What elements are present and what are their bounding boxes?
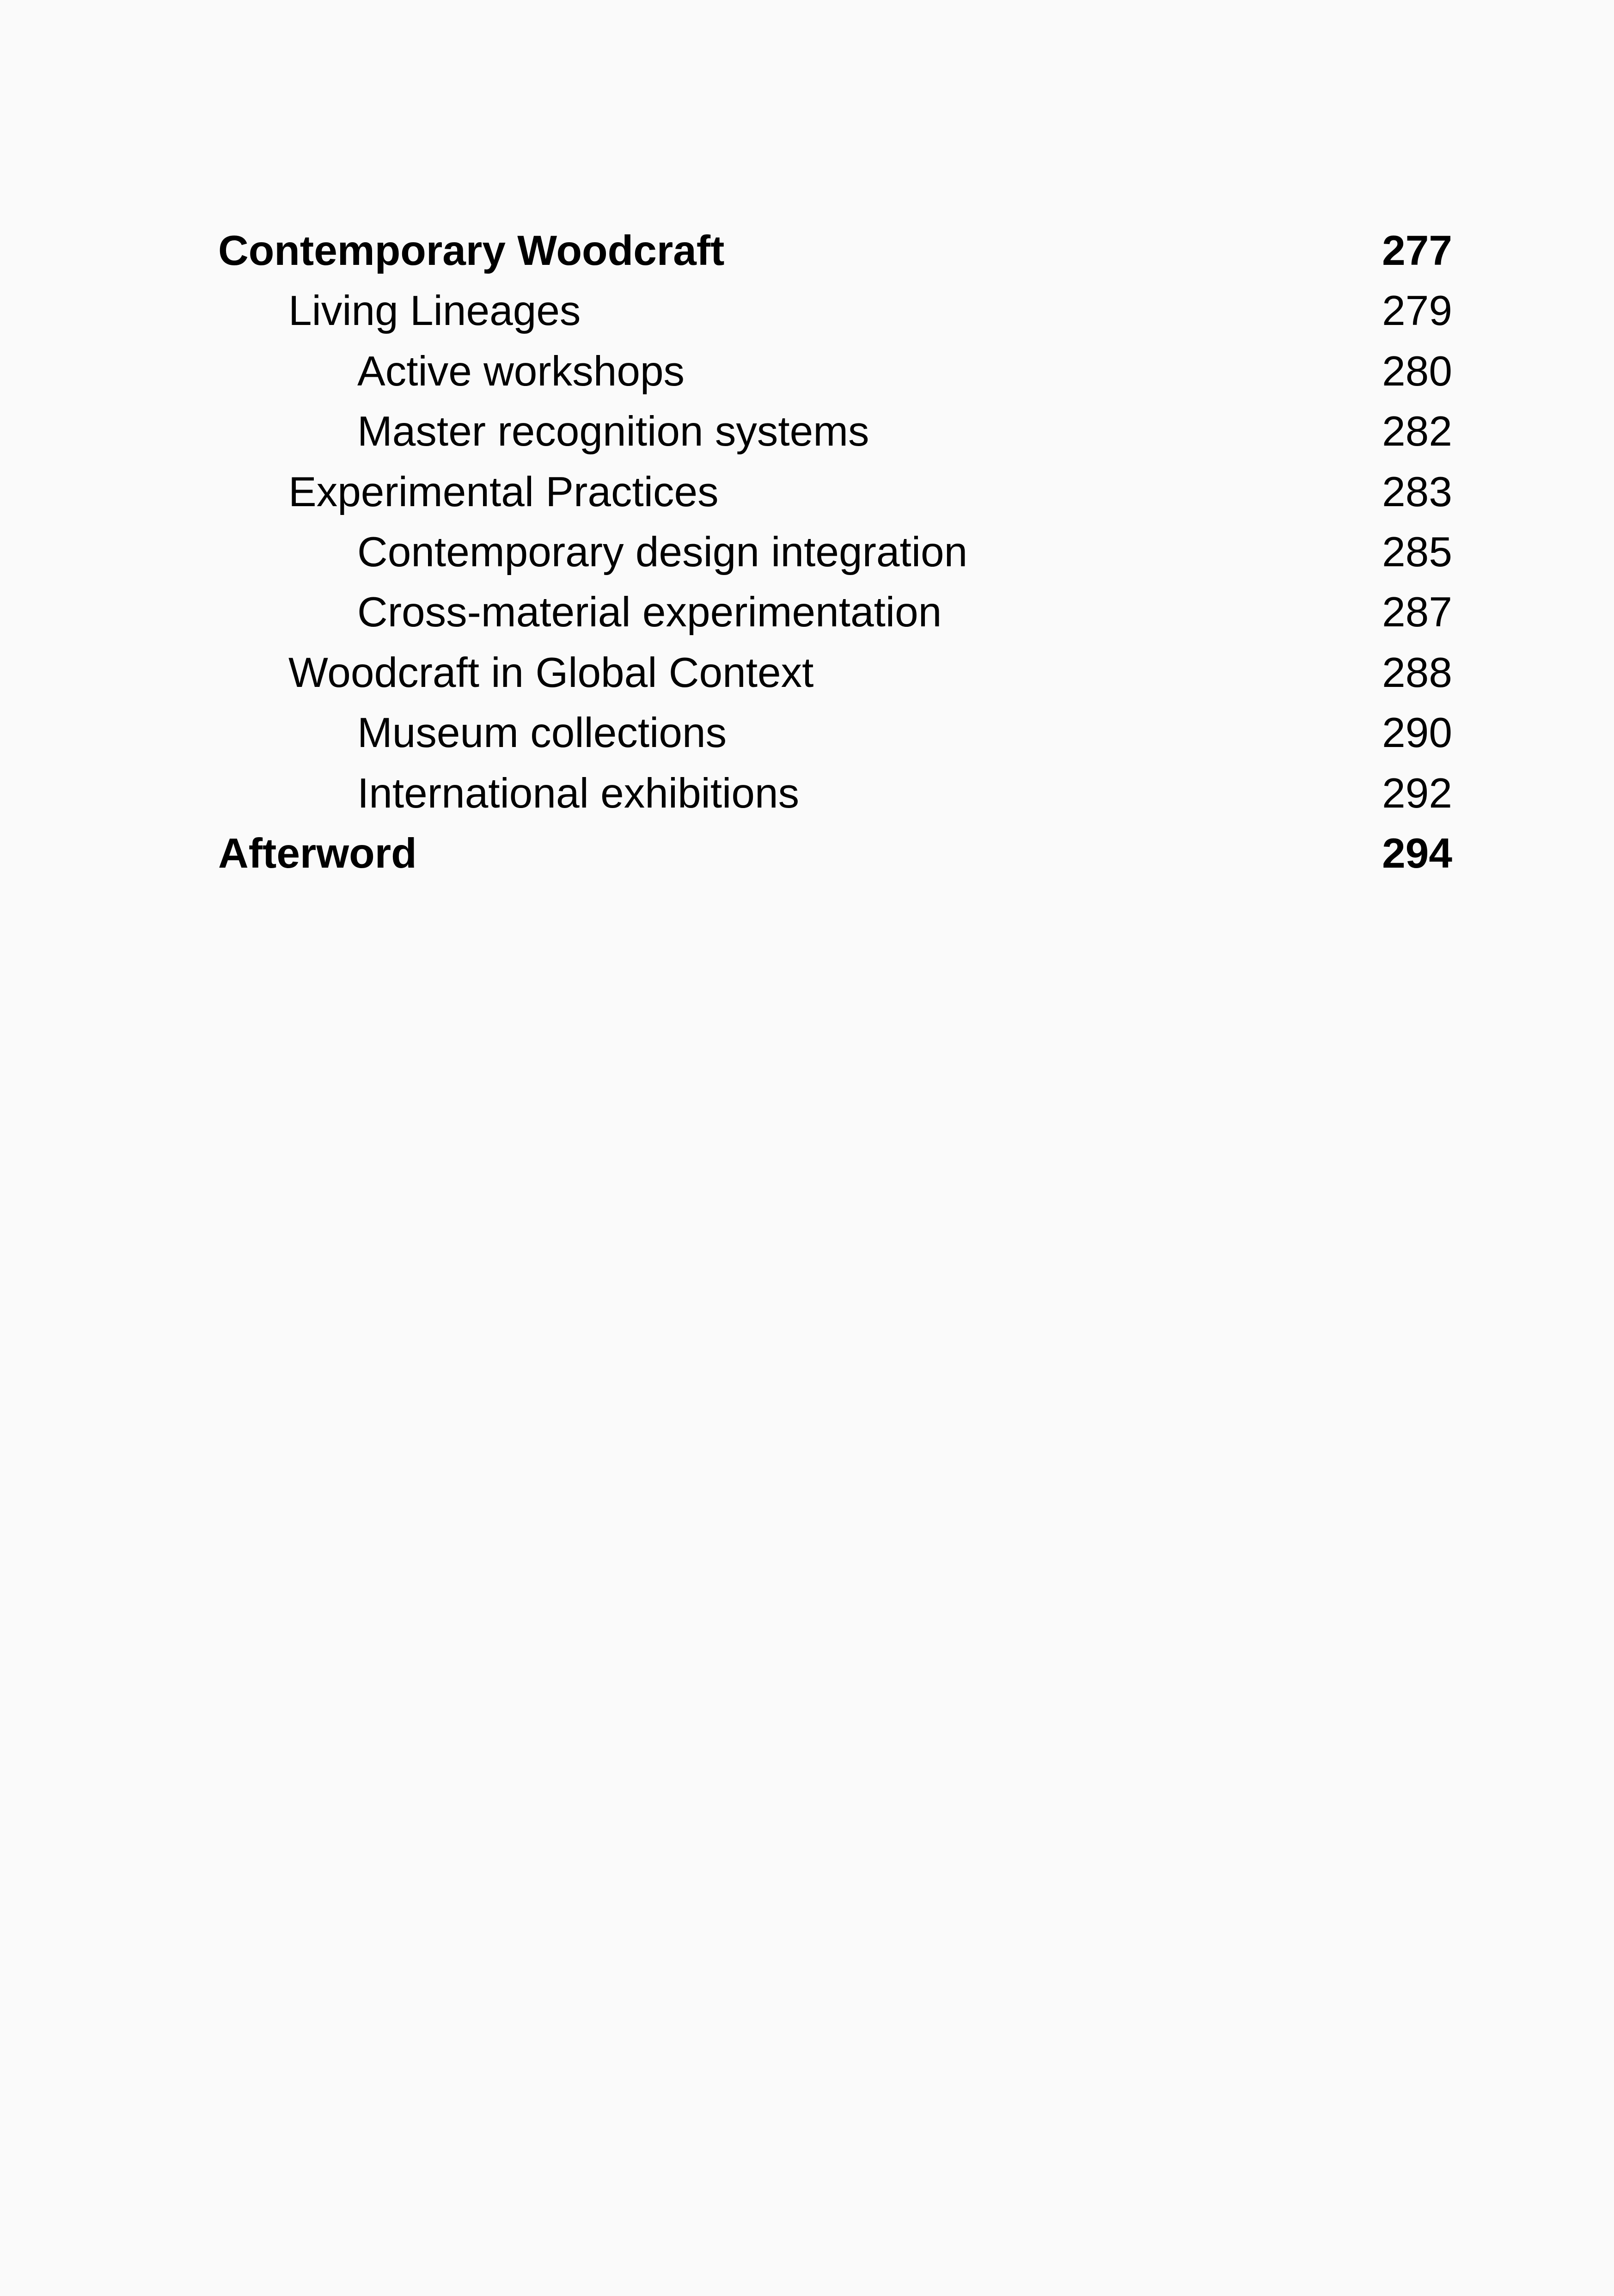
toc-section-living-lineages[interactable]	[218, 281, 1452, 341]
toc-entry-page-number: 294	[1382, 830, 1452, 877]
toc-subsection-cross-material-experimentation[interactable]	[218, 582, 1452, 643]
toc-subsection-active-workshops[interactable]	[218, 342, 1452, 402]
toc-entry-page-number: 282	[1382, 408, 1452, 455]
toc-entry-page-number: 277	[1382, 227, 1452, 274]
toc-chapter-contemporary-woodcraft[interactable]	[218, 221, 1452, 281]
toc-entry-title: Woodcraft in Global Context	[288, 649, 814, 696]
toc-entry-page-number: 285	[1382, 528, 1452, 576]
toc-entry-title: Contemporary Woodcraft	[218, 227, 725, 274]
toc-entry-title: Active workshops	[357, 348, 685, 395]
toc-entry-title: Contemporary design integration	[357, 528, 968, 576]
toc-subsection-international-exhibitions[interactable]	[218, 764, 1452, 824]
toc-entry-title: Afterword	[218, 830, 417, 877]
toc-chapter-afterword[interactable]	[218, 824, 1452, 884]
toc-entry-title: Living Lineages	[288, 288, 581, 335]
toc-section-experimental-practices[interactable]	[218, 462, 1452, 522]
toc-subsection-master-recognition-systems[interactable]	[218, 402, 1452, 462]
toc-entry-title: Master recognition systems	[357, 408, 869, 455]
toc-entry-title: Museum collections	[357, 710, 727, 757]
toc-subsection-museum-collections[interactable]	[218, 703, 1452, 763]
toc-entry-page-number: 280	[1382, 348, 1452, 395]
toc-entry-title: Cross-material experimentation	[357, 589, 942, 636]
toc-subsection-contemporary-design-integration[interactable]	[218, 522, 1452, 582]
toc-entry-title: International exhibitions	[357, 770, 800, 817]
toc-entry-title: Experimental Practices	[288, 468, 719, 515]
toc-entry-page-number: 292	[1382, 770, 1452, 817]
toc-entry-page-number: 288	[1382, 649, 1452, 696]
toc-section-woodcraft-in-global-context[interactable]	[218, 643, 1452, 703]
toc-entry-page-number: 290	[1382, 710, 1452, 757]
table-of-contents	[218, 221, 1452, 884]
toc-entry-page-number: 287	[1382, 589, 1452, 636]
toc-entry-page-number: 283	[1382, 468, 1452, 515]
toc-entry-page-number: 279	[1382, 288, 1452, 335]
